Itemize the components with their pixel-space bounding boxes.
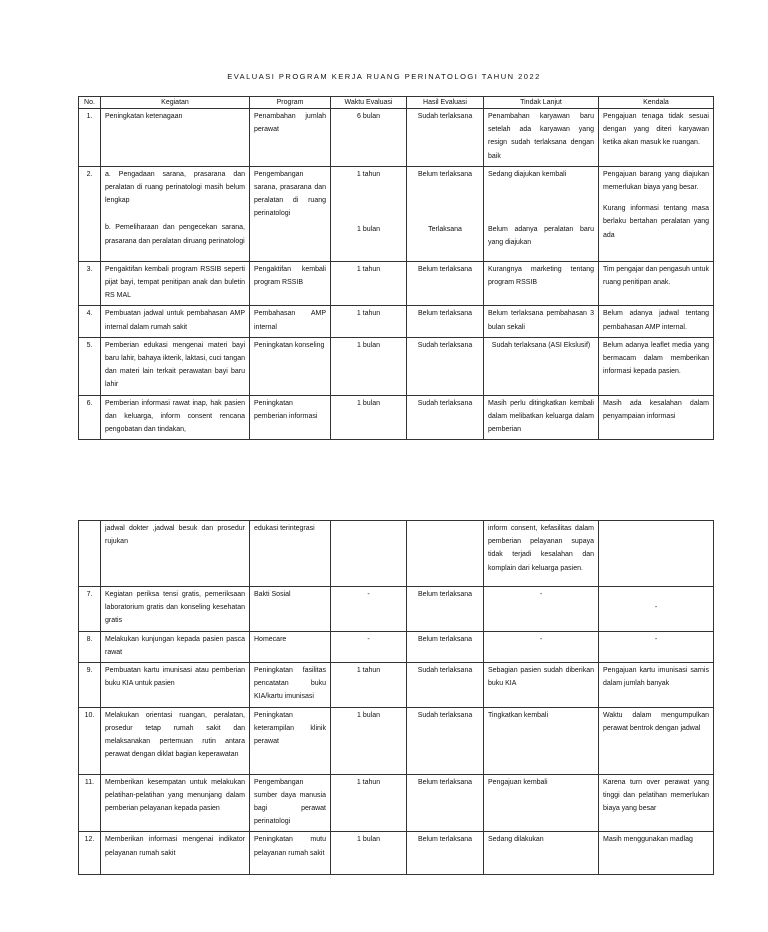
table-row <box>79 306 714 337</box>
cell-kegiatan <box>101 166 250 261</box>
cell-waktu <box>331 521 407 587</box>
cell-kendala <box>599 166 714 261</box>
cell-tindak-lanjut <box>484 166 599 261</box>
table-row <box>79 832 714 875</box>
cell-no: 4. <box>79 306 101 337</box>
cell-kendala <box>599 521 714 587</box>
cell-no: 5. <box>79 337 101 395</box>
cell-no: 10. <box>79 707 101 774</box>
header-kegiatan: Kegiatan <box>101 97 250 109</box>
cell-tindak-lanjut: Masih perlu ditingkatkan kembali dalam melibatkan keluarga dalam pemberian <box>484 395 599 440</box>
header-waktu-evaluasi: Waktu Evaluasi <box>331 97 407 109</box>
cell-program: Peningkatan keterampilan klinik perawat <box>250 707 331 774</box>
cell-waktu <box>331 166 407 261</box>
cell-tindak-lanjut: Belum terlaksana pembahasan 3 bulan sekali <box>484 306 599 337</box>
cell-hasil: Sudah terlaksana <box>407 707 484 774</box>
cell-kendala: Masih menggunakan madlag <box>599 832 714 875</box>
cell-no: 2. <box>79 166 101 261</box>
kendala-b: Kurang informasi tentang masa berlaku bertahan peralatan yang ada <box>603 205 709 239</box>
cell-hasil: Sudah terlaksana <box>407 109 484 167</box>
cell-program: edukasi terintegrasi <box>250 521 331 587</box>
evaluation-table-page-2 <box>78 520 714 875</box>
cell-no: 6. <box>79 395 101 440</box>
cell-program: Peningkatan mutu pelayanan rumah sakit <box>250 832 331 875</box>
cell-waktu: 1 tahun <box>331 663 407 708</box>
cell-kendala: - <box>599 587 714 632</box>
cell-waktu: - <box>331 631 407 662</box>
cell-no: 11. <box>79 774 101 832</box>
cell-program: Pembahasan AMP internal <box>250 306 331 337</box>
cell-tindak-lanjut: Kurangnya marketing tentang program RSSIB <box>484 261 599 306</box>
evaluation-table-page-1 <box>78 96 714 440</box>
kegiatan-item-b: b. Pemeliharaan dan pengecekan sarana, prasarana dan peralatan diruang perinatologi <box>105 224 245 245</box>
hasil-b: Terlaksana <box>428 226 462 234</box>
cell-kendala: Karena turn over perawat yang tinggi dan pelatihan memerlukan biaya yang besar <box>599 774 714 832</box>
tindak-a: Sedang diajukan kembali <box>488 170 567 178</box>
cell-kegiatan: Pemberian edukasi mengenai materi bayi baru lahir, bahaya ikterik, laktasi, cuci tangan dan materi lain terkait perawatan bayi baru lahir <box>101 337 250 395</box>
cell-hasil <box>407 166 484 261</box>
cell-hasil <box>407 521 484 587</box>
header-program: Program <box>250 97 331 109</box>
cell-program: Bakti Sosial <box>250 587 331 632</box>
table-row <box>79 631 714 662</box>
cell-waktu: 1 bulan <box>331 707 407 774</box>
cell-program: Pengembangan sumber daya manusia bagi perawat perinatologi <box>250 774 331 832</box>
table-row <box>79 707 714 774</box>
cell-hasil: Belum terlaksana <box>407 261 484 306</box>
cell-program: Penambahan jumlah perawat <box>250 109 331 167</box>
cell-kegiatan: Memberikan informasi mengenai indikator pelayanan rumah sakit <box>101 832 250 875</box>
cell-no: 1. <box>79 109 101 167</box>
cell-waktu: - <box>331 587 407 632</box>
table-row <box>79 166 714 261</box>
cell-tindak-lanjut: Sebagian pasien sudah diberikan buku KIA <box>484 663 599 708</box>
cell-tindak-lanjut: Sedang dilakukan <box>484 832 599 875</box>
cell-program: Pengembangan sarana, prasarana dan peralatan di ruang perinatologi <box>250 166 331 261</box>
kendala-a: Pengajuan barang yang diajukan memerlukan biaya yang besar. <box>603 170 709 192</box>
cell-no: 3. <box>79 261 101 306</box>
cell-kegiatan: Peningkatan ketenagaan <box>101 109 250 167</box>
document-title: EVALUASI PROGRAM KERJA RUANG PERINATOLOGI TAHUN 2022 <box>227 72 541 81</box>
cell-no: 9. <box>79 663 101 708</box>
table-row <box>79 521 714 587</box>
table-header-row <box>79 97 714 109</box>
cell-kendala: Masih ada kesalahan dalam penyampaian informasi <box>599 395 714 440</box>
tindak-b: Belum adanya peralatan baru yang diajukan <box>488 226 594 247</box>
cell-no: 8. <box>79 631 101 662</box>
cell-tindak-lanjut: inform consent, kefasilitas dalam pemberian pelayanan supaya tidak terjadi kesalahan dan komplain dari keluarga pasien. <box>484 521 599 587</box>
cell-kegiatan: jadwal dokter ,jadwal besuk dan prosedur rujukan <box>101 521 250 587</box>
cell-program: Peningkatan pemberian informasi <box>250 395 331 440</box>
table-row <box>79 663 714 708</box>
cell-hasil: Belum terlaksana <box>407 306 484 337</box>
cell-hasil: Sudah terlaksana <box>407 337 484 395</box>
cell-kendala: Waktu dalam mengumpulkan perawat bentrok dengan jadwal <box>599 707 714 774</box>
cell-hasil: Belum terlaksana <box>407 587 484 632</box>
table-row <box>79 395 714 440</box>
cell-hasil: Belum terlaksana <box>407 631 484 662</box>
cell-program: Pengaktifan kembali program RSSIB <box>250 261 331 306</box>
cell-kendala: Belum adanya leaflet media yang bermacam dalam memberikan informasi kepada pasien. <box>599 337 714 395</box>
cell-kegiatan: Melakukan kunjungan kepada pasien pasca rawat <box>101 631 250 662</box>
table-row <box>79 337 714 395</box>
cell-hasil: Sudah terlaksana <box>407 395 484 440</box>
waktu-b: 1 bulan <box>357 226 380 234</box>
cell-waktu: 6 bulan <box>331 109 407 167</box>
cell-waktu: 1 tahun <box>331 306 407 337</box>
cell-kendala: Pengajuan kartu imunisasi sarnis dalam jumlah banyak <box>599 663 714 708</box>
cell-waktu: 1 tahun <box>331 774 407 832</box>
header-no: No. <box>79 97 101 109</box>
hasil-a: Belum terlaksana <box>417 170 473 178</box>
cell-kegiatan: Pembuatan kartu imunisasi atau pemberian buku KIA untuk pasien <box>101 663 250 708</box>
cell-kendala: - <box>599 631 714 662</box>
cell-no: 7. <box>79 587 101 632</box>
cell-kegiatan: Pembuatan jadwal untuk pembahasan AMP internal dalam rumah sakit <box>101 306 250 337</box>
table-row <box>79 261 714 306</box>
table-row <box>79 774 714 832</box>
cell-kegiatan: Memberikan kesempatan untuk melakukan pelatihan-pelatihan yang menunjang dalam pemberian pelayanan kepada pasien <box>101 774 250 832</box>
cell-waktu: 1 tahun <box>331 261 407 306</box>
cell-program: Peningkatan konseling <box>250 337 331 395</box>
cell-waktu: 1 bulan <box>331 832 407 875</box>
cell-tindak-lanjut: Tingkatkan kembali <box>484 707 599 774</box>
cell-program: Homecare <box>250 631 331 662</box>
table-row <box>79 587 714 632</box>
waktu-a: 1 tahun <box>356 170 381 178</box>
cell-hasil: Belum terlaksana <box>407 832 484 875</box>
table-row <box>79 109 714 167</box>
cell-no <box>79 521 101 587</box>
cell-kegiatan: Kegiatan periksa tensi gratis, pemeriksaan laboratorium gratis dan konseling kesehatan gratis <box>101 587 250 632</box>
cell-waktu: 1 bulan <box>331 337 407 395</box>
kegiatan-item-a: a. Pengadaan sarana, prasarana dan peralatan di ruang perinatologi masih belum lengkap <box>105 170 245 205</box>
cell-tindak-lanjut: Penambahan karyawan baru setelah ada karyawan yang resign sudah terlaksana dengan baik <box>484 109 599 167</box>
cell-waktu: 1 bulan <box>331 395 407 440</box>
cell-kendala: Tim pengajar dan pengasuh untuk ruang penitipan anak. <box>599 261 714 306</box>
cell-tindak-lanjut: Pengajuan kembali <box>484 774 599 832</box>
cell-kegiatan: Melakukan orientasi ruangan, peralatan, prosedur tetap rumah sakit dan melaksanakan pertemuan rutin antara perawat dengan diklat bagian keperawatan <box>101 707 250 774</box>
cell-kegiatan: Pengaktifan kembali program RSSIB seperti pijat bayi, tempat penitipan anak dan buletin RS MAL <box>101 261 250 306</box>
cell-kendala: Pengajuan tenaga tidak sesuai dengan yang diteri karyawan ketika akan masuk ke ruangan. <box>599 109 714 167</box>
header-kendala: Kendala <box>599 97 714 109</box>
cell-tindak-lanjut: - <box>484 631 599 662</box>
cell-program: Peningkatan fasilitas pencatatan buku KIA/kartu imunisasi <box>250 663 331 708</box>
cell-hasil: Sudah terlaksana <box>407 663 484 708</box>
cell-kendala: Belum adanya jadwal tentang pembahasan AMP internal. <box>599 306 714 337</box>
cell-tindak-lanjut: - <box>484 587 599 632</box>
cell-no: 12. <box>79 832 101 875</box>
cell-tindak-lanjut: Sudah terlaksana (ASI Ekslusif) <box>484 337 599 395</box>
header-hasil-evaluasi: Hasil Evaluasi <box>407 97 484 109</box>
cell-kegiatan: Pemberian informasi rawat inap, hak pasien dan keluarga, inform consent rencana pengobatan dan tindakan, <box>101 395 250 440</box>
header-tindak-lanjut: Tindak Lanjut <box>484 97 599 109</box>
cell-hasil: Belum terlaksana <box>407 774 484 832</box>
